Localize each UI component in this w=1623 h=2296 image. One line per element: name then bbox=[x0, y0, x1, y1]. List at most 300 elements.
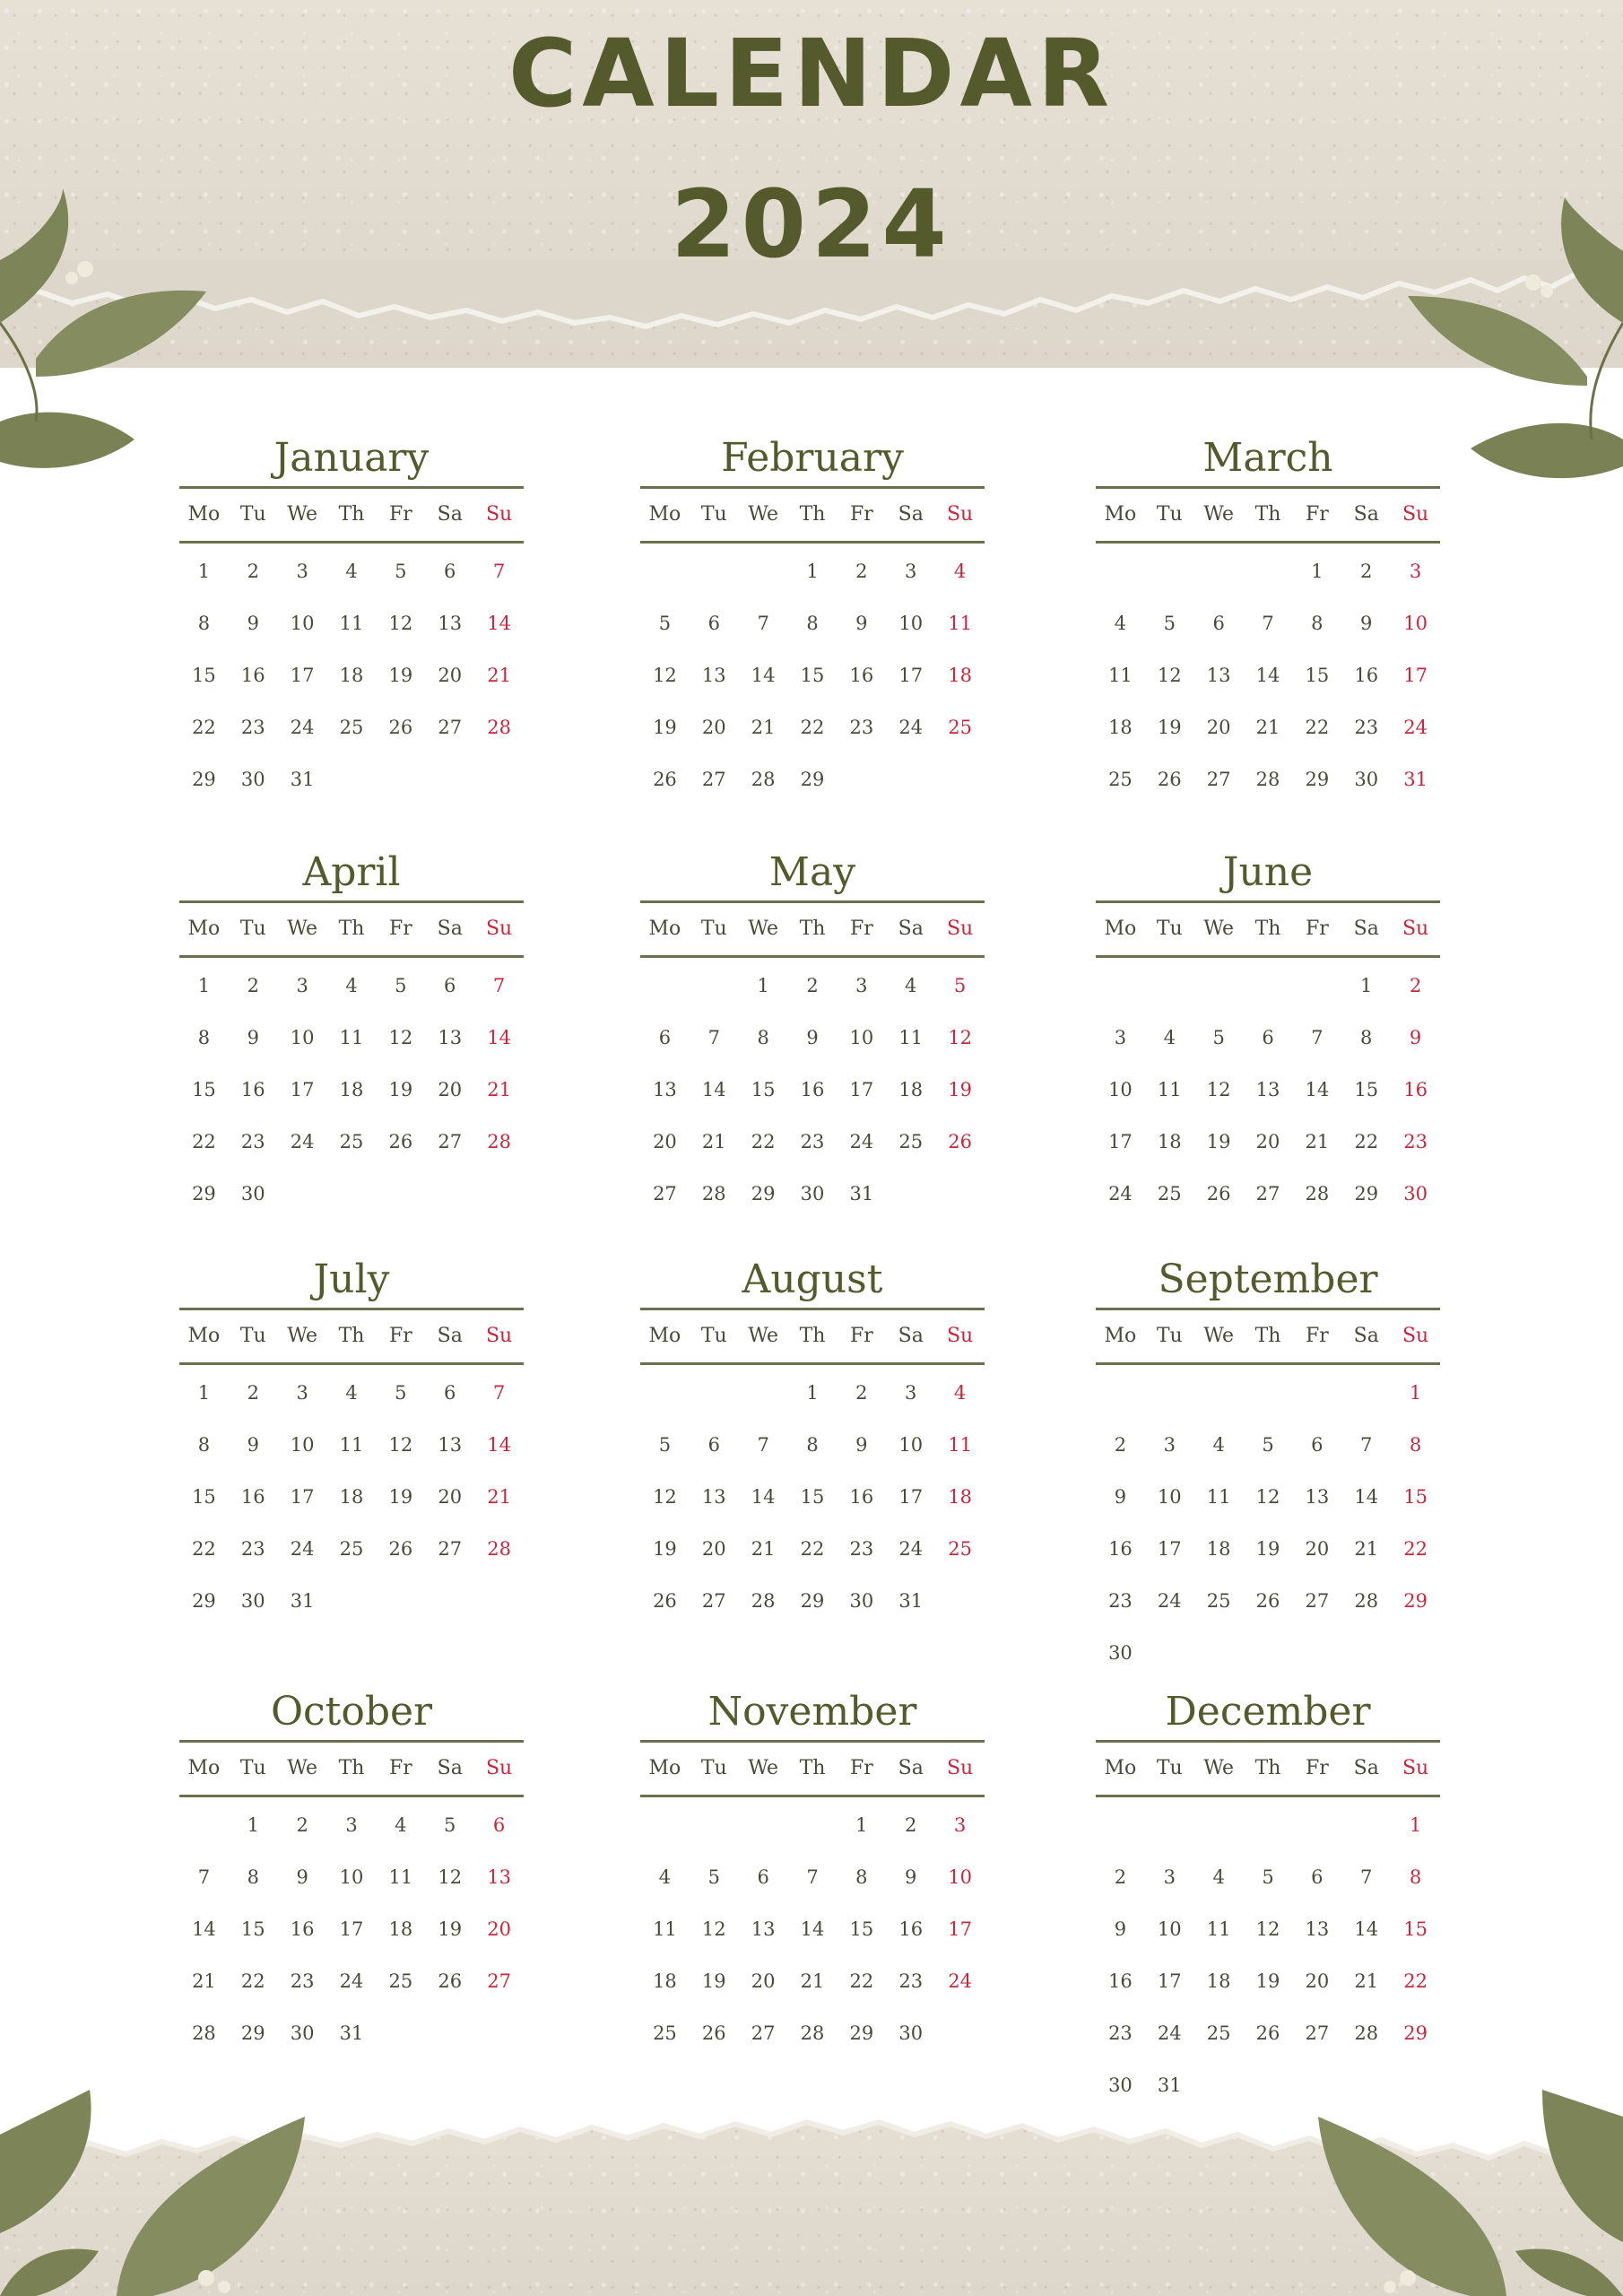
day-cell bbox=[1194, 545, 1244, 597]
week-row bbox=[179, 1851, 524, 1903]
day-cell: 4 bbox=[905, 975, 917, 996]
week-row bbox=[1096, 597, 1440, 649]
weeks bbox=[640, 1797, 985, 2059]
weekday-label: We bbox=[287, 918, 318, 940]
day-cell: 4 bbox=[345, 561, 358, 582]
day-cell: 31 bbox=[849, 1183, 874, 1205]
day-cell: 27 bbox=[653, 1183, 677, 1205]
day-cell bbox=[1341, 1799, 1391, 1851]
week-row bbox=[1096, 1168, 1440, 1220]
weekday-label: Sa bbox=[898, 1757, 924, 1779]
day-cell: 8 bbox=[1409, 1434, 1422, 1456]
day-cell: 1 bbox=[806, 1382, 819, 1404]
month-name: August bbox=[640, 1252, 985, 1310]
day-cell: 12 bbox=[1206, 1079, 1231, 1100]
day-cell bbox=[690, 960, 739, 1012]
week-row bbox=[640, 1367, 985, 1419]
day-cell: 5 bbox=[658, 1434, 672, 1456]
day-cell: 15 bbox=[240, 1918, 265, 1940]
weekday-label: Mo bbox=[1104, 1325, 1137, 1347]
week-row bbox=[640, 545, 985, 597]
day-cell bbox=[1341, 1627, 1391, 1679]
day-cell: 15 bbox=[751, 1079, 776, 1100]
day-cell bbox=[1244, 545, 1293, 597]
day-cell: 5 bbox=[444, 1814, 456, 1836]
week-row bbox=[179, 1012, 524, 1064]
day-cell: 4 bbox=[953, 1382, 967, 1404]
day-cell bbox=[1145, 1367, 1194, 1419]
day-cell: 2 bbox=[247, 1382, 259, 1404]
day-cell: 24 bbox=[290, 717, 315, 738]
weeks bbox=[640, 1365, 985, 1627]
weekday-label: Th bbox=[799, 503, 826, 526]
month-february bbox=[640, 430, 985, 805]
day-cell: 2 bbox=[247, 561, 259, 582]
day-cell: 15 bbox=[192, 1079, 216, 1100]
weekday-label: Th bbox=[1254, 1325, 1281, 1347]
day-cell: 11 bbox=[948, 1434, 972, 1456]
day-cell: 3 bbox=[1409, 561, 1422, 582]
day-cell: 14 bbox=[800, 1918, 825, 1940]
day-cell: 19 bbox=[1157, 717, 1182, 738]
day-cell: 10 bbox=[1403, 613, 1428, 634]
weeks bbox=[179, 1365, 524, 1627]
day-cell: 7 bbox=[1360, 1866, 1373, 1888]
weekday-label: Sa bbox=[898, 503, 924, 526]
day-cell: 24 bbox=[290, 1538, 315, 1560]
day-cell: 12 bbox=[388, 1434, 413, 1456]
day-cell: 16 bbox=[849, 665, 874, 686]
week-row bbox=[179, 1903, 524, 1955]
day-cell: 29 bbox=[751, 1183, 776, 1205]
day-cell: 11 bbox=[1206, 1486, 1231, 1508]
day-cell: 21 bbox=[487, 1079, 511, 1100]
weekday-header bbox=[640, 1743, 985, 1797]
day-cell: 8 bbox=[197, 1027, 211, 1048]
day-cell: 23 bbox=[898, 1970, 924, 1992]
week-row bbox=[179, 701, 524, 753]
day-cell: 18 bbox=[898, 1079, 924, 1100]
day-cell: 4 bbox=[1163, 1027, 1176, 1048]
day-cell: 13 bbox=[1305, 1918, 1330, 1940]
day-cell: 7 bbox=[757, 1434, 769, 1456]
day-cell: 29 bbox=[800, 1590, 825, 1612]
weekday-label: Th bbox=[799, 1325, 826, 1347]
day-cell: 4 bbox=[345, 1382, 358, 1404]
day-cell: 27 bbox=[1255, 1183, 1280, 1205]
week-row bbox=[179, 1367, 524, 1419]
day-cell: 30 bbox=[849, 1590, 874, 1612]
day-cell: 19 bbox=[438, 1918, 463, 1940]
day-cell: 27 bbox=[438, 1538, 463, 1560]
day-cell: 19 bbox=[1206, 1131, 1231, 1152]
day-cell: 26 bbox=[948, 1131, 972, 1152]
day-cell: 19 bbox=[701, 1970, 726, 1992]
day-cell: 29 bbox=[1354, 1183, 1379, 1205]
week-row bbox=[179, 1471, 524, 1523]
day-cell: 16 bbox=[1108, 1970, 1133, 1992]
weekday-label: Su bbox=[485, 918, 513, 940]
day-cell: 12 bbox=[653, 1486, 677, 1508]
day-cell: 16 bbox=[240, 1079, 265, 1100]
day-cell bbox=[739, 1799, 788, 1851]
weekday-label: Tu bbox=[1156, 1757, 1183, 1779]
week-row bbox=[1096, 2059, 1440, 2111]
day-cell bbox=[690, 1367, 739, 1419]
week-row bbox=[640, 1471, 985, 1523]
weekday-label: Su bbox=[946, 1757, 974, 1779]
day-cell: 16 bbox=[290, 1918, 315, 1940]
day-cell: 24 bbox=[290, 1131, 315, 1152]
day-cell: 18 bbox=[653, 1970, 677, 1992]
day-cell: 26 bbox=[653, 1590, 677, 1612]
day-cell: 11 bbox=[339, 1434, 364, 1456]
weeks bbox=[1096, 958, 1440, 1220]
day-cell: 30 bbox=[1403, 1183, 1428, 1205]
day-cell: 13 bbox=[438, 1027, 463, 1048]
day-cell: 23 bbox=[1108, 2022, 1133, 2044]
day-cell: 26 bbox=[1255, 2022, 1280, 2044]
day-cell: 30 bbox=[1108, 2074, 1133, 2096]
day-cell: 8 bbox=[757, 1027, 769, 1048]
day-cell: 20 bbox=[653, 1131, 677, 1152]
day-cell: 4 bbox=[1212, 1434, 1225, 1456]
day-cell: 23 bbox=[240, 717, 265, 738]
day-cell: 5 bbox=[395, 975, 407, 996]
day-cell: 5 bbox=[1212, 1027, 1225, 1048]
month-name: May bbox=[640, 845, 985, 903]
day-cell: 18 bbox=[1157, 1131, 1182, 1152]
day-cell: 19 bbox=[653, 1538, 677, 1560]
weekday-header bbox=[640, 1310, 985, 1365]
day-cell bbox=[1244, 1367, 1293, 1419]
day-cell: 22 bbox=[1305, 717, 1330, 738]
day-cell: 7 bbox=[197, 1866, 211, 1888]
weekday-label: Fr bbox=[1305, 1757, 1329, 1779]
day-cell bbox=[474, 753, 524, 805]
week-row bbox=[1096, 1851, 1440, 1903]
day-cell: 31 bbox=[290, 769, 315, 790]
month-name: February bbox=[640, 430, 985, 489]
day-cell: 19 bbox=[948, 1079, 972, 1100]
day-cell: 12 bbox=[388, 1027, 413, 1048]
day-cell: 3 bbox=[905, 561, 917, 582]
day-cell: 26 bbox=[1255, 1590, 1280, 1612]
day-cell: 14 bbox=[192, 1918, 216, 1940]
day-cell: 17 bbox=[290, 665, 315, 686]
day-cell: 19 bbox=[388, 665, 413, 686]
week-row bbox=[1096, 1367, 1440, 1419]
weekday-label: Th bbox=[1254, 918, 1281, 940]
day-cell: 26 bbox=[388, 1538, 413, 1560]
day-cell: 10 bbox=[1157, 1918, 1182, 1940]
day-cell: 10 bbox=[948, 1866, 972, 1888]
day-cell bbox=[327, 1168, 377, 1220]
day-cell: 10 bbox=[898, 1434, 924, 1456]
weeks bbox=[179, 544, 524, 805]
day-cell: 12 bbox=[653, 665, 677, 686]
weekday-label: Su bbox=[946, 1325, 974, 1347]
weekday-label: Th bbox=[1254, 1757, 1281, 1779]
day-cell bbox=[1145, 1799, 1194, 1851]
day-cell: 6 bbox=[444, 975, 456, 996]
day-cell: 23 bbox=[290, 1970, 315, 1992]
day-cell: 28 bbox=[487, 717, 511, 738]
weekday-label: Tu bbox=[239, 1325, 266, 1347]
week-row bbox=[640, 649, 985, 701]
leaves-bottom-right-icon bbox=[1300, 2081, 1623, 2296]
day-cell: 28 bbox=[751, 769, 776, 790]
day-cell: 4 bbox=[395, 1814, 407, 1836]
day-cell bbox=[179, 1799, 229, 1851]
day-cell bbox=[935, 2007, 985, 2059]
day-cell: 27 bbox=[487, 1970, 511, 1992]
day-cell: 18 bbox=[948, 665, 972, 686]
week-row bbox=[640, 1419, 985, 1471]
day-cell: 12 bbox=[701, 1918, 726, 1940]
day-cell: 3 bbox=[345, 1814, 358, 1836]
day-cell: 17 bbox=[948, 1918, 972, 1940]
week-row bbox=[640, 753, 985, 805]
week-row bbox=[1096, 1523, 1440, 1575]
week-row bbox=[1096, 1575, 1440, 1627]
weekday-header bbox=[179, 903, 524, 958]
day-cell: 12 bbox=[388, 613, 413, 634]
day-cell bbox=[640, 960, 690, 1012]
weekday-label: Su bbox=[485, 503, 513, 526]
weekday-label: Tu bbox=[1156, 503, 1183, 526]
day-cell: 17 bbox=[898, 1486, 924, 1508]
day-cell: 15 bbox=[192, 665, 216, 686]
day-cell bbox=[1145, 545, 1194, 597]
weekday-label: Th bbox=[338, 918, 365, 940]
day-cell: 5 bbox=[707, 1866, 720, 1888]
day-cell bbox=[739, 1367, 788, 1419]
day-cell bbox=[1244, 1799, 1293, 1851]
day-cell: 8 bbox=[247, 1866, 259, 1888]
day-cell: 4 bbox=[953, 561, 967, 582]
day-cell: 5 bbox=[395, 561, 407, 582]
day-cell: 24 bbox=[1403, 717, 1428, 738]
day-cell: 21 bbox=[701, 1131, 726, 1152]
day-cell: 17 bbox=[1157, 1538, 1182, 1560]
weekday-label: Mo bbox=[648, 918, 681, 940]
day-cell: 31 bbox=[290, 1590, 315, 1612]
weeks bbox=[1096, 1365, 1440, 1679]
day-cell: 23 bbox=[240, 1538, 265, 1560]
week-row bbox=[1096, 545, 1440, 597]
weekday-label: Mo bbox=[1104, 503, 1137, 526]
weekday-label: Mo bbox=[187, 1757, 221, 1779]
day-cell: 29 bbox=[1305, 769, 1330, 790]
day-cell: 8 bbox=[197, 613, 211, 634]
day-cell: 25 bbox=[339, 1538, 364, 1560]
weekday-label: Tu bbox=[700, 503, 727, 526]
day-cell: 12 bbox=[948, 1027, 972, 1048]
day-cell: 23 bbox=[1354, 717, 1379, 738]
day-cell: 2 bbox=[1360, 561, 1373, 582]
day-cell: 21 bbox=[751, 1538, 776, 1560]
weekday-label: Tu bbox=[1156, 918, 1183, 940]
week-row bbox=[640, 1799, 985, 1851]
day-cell: 11 bbox=[653, 1918, 677, 1940]
day-cell: 15 bbox=[1354, 1079, 1379, 1100]
weekday-label: Su bbox=[1402, 503, 1429, 526]
day-cell bbox=[376, 1168, 425, 1220]
weekday-label: Su bbox=[1402, 918, 1429, 940]
day-cell: 10 bbox=[898, 613, 924, 634]
month-november bbox=[640, 1684, 985, 2059]
day-cell: 24 bbox=[339, 1970, 364, 1992]
day-cell: 21 bbox=[1354, 1538, 1379, 1560]
weekday-label: Th bbox=[338, 503, 365, 526]
day-cell bbox=[474, 1168, 524, 1220]
day-cell: 28 bbox=[800, 2022, 825, 2044]
day-cell: 22 bbox=[192, 1131, 216, 1152]
day-cell: 13 bbox=[1206, 665, 1231, 686]
day-cell: 17 bbox=[849, 1079, 874, 1100]
weekday-header bbox=[179, 1310, 524, 1365]
day-cell: 9 bbox=[1114, 1486, 1127, 1508]
day-cell: 10 bbox=[339, 1866, 364, 1888]
day-cell: 25 bbox=[339, 717, 364, 738]
day-cell: 9 bbox=[855, 613, 868, 634]
weekday-label: Mo bbox=[648, 1757, 681, 1779]
week-row bbox=[179, 1064, 524, 1116]
day-cell: 10 bbox=[849, 1027, 874, 1048]
day-cell: 20 bbox=[1255, 1131, 1280, 1152]
day-cell: 19 bbox=[388, 1486, 413, 1508]
day-cell: 24 bbox=[849, 1131, 874, 1152]
weekday-label: Su bbox=[1402, 1325, 1429, 1347]
day-cell: 18 bbox=[339, 1079, 364, 1100]
week-row bbox=[1096, 1955, 1440, 2007]
day-cell: 15 bbox=[1403, 1918, 1428, 1940]
week-row bbox=[179, 1116, 524, 1168]
day-cell: 27 bbox=[1305, 2022, 1330, 2044]
weekday-label: Fr bbox=[388, 1325, 412, 1347]
day-cell: 21 bbox=[800, 1970, 825, 1992]
day-cell: 5 bbox=[1262, 1866, 1274, 1888]
day-cell: 18 bbox=[1108, 717, 1133, 738]
day-cell bbox=[425, 2007, 474, 2059]
day-cell: 16 bbox=[849, 1486, 874, 1508]
day-cell bbox=[1096, 1367, 1145, 1419]
week-row bbox=[1096, 1064, 1440, 1116]
day-cell bbox=[1292, 1799, 1341, 1851]
day-cell: 7 bbox=[492, 1382, 506, 1404]
day-cell bbox=[1145, 1627, 1194, 1679]
calendar-year: 2024 bbox=[671, 170, 952, 279]
day-cell: 26 bbox=[388, 717, 413, 738]
day-cell: 6 bbox=[1212, 613, 1225, 634]
weekday-header bbox=[1096, 489, 1440, 544]
week-row bbox=[179, 960, 524, 1012]
day-cell: 30 bbox=[1354, 769, 1379, 790]
day-cell: 4 bbox=[345, 975, 358, 996]
day-cell: 15 bbox=[800, 665, 825, 686]
day-cell: 29 bbox=[800, 769, 825, 790]
day-cell: 15 bbox=[1403, 1486, 1428, 1508]
weekday-label: Sa bbox=[1353, 1325, 1379, 1347]
day-cell: 25 bbox=[1206, 1590, 1231, 1612]
day-cell: 6 bbox=[707, 613, 720, 634]
day-cell: 29 bbox=[192, 1590, 216, 1612]
day-cell: 14 bbox=[701, 1079, 726, 1100]
day-cell: 1 bbox=[855, 1814, 868, 1836]
weekday-header bbox=[179, 489, 524, 544]
day-cell bbox=[1096, 545, 1145, 597]
day-cell: 6 bbox=[444, 1382, 456, 1404]
day-cell: 26 bbox=[653, 769, 677, 790]
day-cell: 21 bbox=[192, 1970, 216, 1992]
weekday-label: Tu bbox=[700, 918, 727, 940]
day-cell: 25 bbox=[653, 2022, 677, 2044]
week-row bbox=[179, 1168, 524, 1220]
day-cell: 12 bbox=[1255, 1918, 1280, 1940]
day-cell: 1 bbox=[197, 975, 211, 996]
month-january bbox=[179, 430, 524, 805]
weekday-label: Su bbox=[946, 503, 974, 526]
day-cell: 18 bbox=[1206, 1538, 1231, 1560]
week-row bbox=[1096, 1012, 1440, 1064]
day-cell: 10 bbox=[1108, 1079, 1133, 1100]
day-cell: 2 bbox=[296, 1814, 308, 1836]
day-cell bbox=[1194, 1627, 1244, 1679]
day-cell: 14 bbox=[1255, 665, 1280, 686]
day-cell: 30 bbox=[240, 769, 265, 790]
weeks bbox=[1096, 1797, 1440, 2111]
day-cell: 6 bbox=[492, 1814, 506, 1836]
weekday-label: We bbox=[1203, 503, 1235, 526]
weekday-label: Tu bbox=[239, 918, 266, 940]
day-cell: 17 bbox=[1108, 1131, 1133, 1152]
week-row bbox=[640, 1575, 985, 1627]
day-cell: 24 bbox=[898, 1538, 924, 1560]
day-cell bbox=[376, 1575, 425, 1627]
day-cell: 16 bbox=[240, 1486, 265, 1508]
week-row bbox=[640, 1903, 985, 1955]
weekday-label: Su bbox=[485, 1325, 513, 1347]
weekday-label: We bbox=[1203, 1325, 1235, 1347]
month-april bbox=[179, 845, 524, 1220]
day-cell bbox=[739, 545, 788, 597]
day-cell: 28 bbox=[1354, 2022, 1379, 2044]
weekday-label: Th bbox=[799, 918, 826, 940]
weekday-label: Sa bbox=[1353, 1757, 1379, 1779]
weekday-label: Fr bbox=[849, 503, 873, 526]
week-row bbox=[640, 597, 985, 649]
day-cell: 14 bbox=[751, 1486, 776, 1508]
week-row bbox=[640, 701, 985, 753]
day-cell: 7 bbox=[1262, 613, 1274, 634]
day-cell: 5 bbox=[1163, 613, 1176, 634]
day-cell bbox=[1341, 2059, 1391, 2111]
day-cell: 22 bbox=[1403, 1970, 1428, 1992]
day-cell: 8 bbox=[197, 1434, 211, 1456]
weekday-label: We bbox=[748, 1325, 779, 1347]
day-cell: 21 bbox=[487, 665, 511, 686]
day-cell: 23 bbox=[1403, 1131, 1428, 1152]
day-cell: 7 bbox=[707, 1027, 720, 1048]
day-cell bbox=[1292, 1627, 1341, 1679]
day-cell: 8 bbox=[855, 1866, 868, 1888]
weekday-label: Su bbox=[1402, 1757, 1429, 1779]
day-cell: 30 bbox=[1108, 1642, 1133, 1664]
day-cell: 3 bbox=[1163, 1866, 1176, 1888]
day-cell: 23 bbox=[849, 717, 874, 738]
day-cell: 5 bbox=[953, 975, 967, 996]
